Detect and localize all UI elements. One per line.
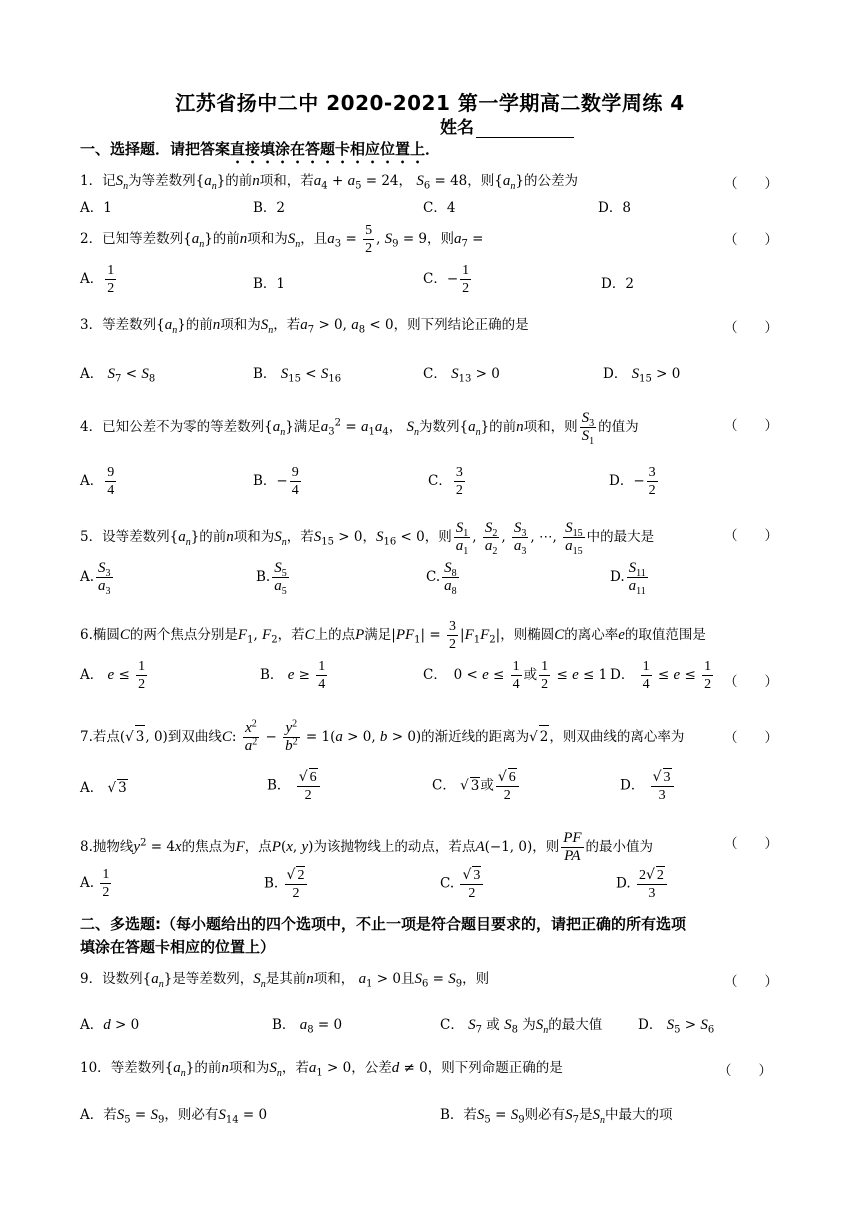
- answer-paren-9[interactable]: （ ）: [724, 974, 778, 990]
- answer-paren-2[interactable]: （ ）: [724, 232, 778, 248]
- q2-option-b[interactable]: B．1: [253, 276, 286, 292]
- section-2-heading-line-2: 填涂在答题卡相应的位置上）: [80, 938, 276, 956]
- answer-paren-6[interactable]: （ ）: [724, 674, 778, 690]
- q1-option-c[interactable]: C．4: [423, 200, 456, 216]
- q8-option-d[interactable]: D. $\frac{2√ 2}{3}$: [616, 866, 669, 902]
- question-4: 4．已知公差不为零的等差数列$\{a_n\}$满足$a_3^2 = a_1a_4$， $S_n$为数列$\{a_n\}$的前n项和，则 $\frac{S_3}{S_1}$ 的值为: [80, 410, 639, 447]
- q9-option-a[interactable]: A．d > 0: [80, 1017, 140, 1033]
- q1-option-b[interactable]: B．2: [253, 200, 286, 216]
- q2-option-d[interactable]: D．2: [601, 276, 634, 292]
- q2-option-c[interactable]: C．− $\frac{1}{2}$: [423, 263, 470, 296]
- q7-option-b[interactable]: B． $\frac{√ 6}{2}$: [267, 768, 322, 804]
- q3-option-b[interactable]: B． $S_{15} < S_{16}$: [253, 366, 342, 385]
- answer-paren-3[interactable]: （ ）: [724, 320, 778, 336]
- question-6: 6.椭圆C的两个焦点分别是$F_1$, $F_2$，若C上的点P满足$|PF_1|$ = $\frac{3}{2}$ $|F_1F_2|$，则椭圆C的离心率e的取值范围是: [80, 619, 706, 652]
- q4-option-a[interactable]: A． $\frac{9}{4}$: [80, 465, 115, 498]
- q6-option-a[interactable]: A． e ≤ $\frac{1}{2}$: [80, 659, 146, 692]
- answer-paren-5[interactable]: （ ）: [724, 528, 778, 544]
- q9-option-b[interactable]: B． $a_8 = 0$: [272, 1017, 343, 1036]
- q8-option-b[interactable]: B. $\frac{√ 2}{2}$: [264, 866, 309, 902]
- q9-option-c[interactable]: C． $S_7$ 或 $S_8$ 为$S_n$的最大值: [440, 1017, 603, 1036]
- q3-option-c[interactable]: C． $S_{13} > 0$: [423, 366, 500, 385]
- q4-option-d[interactable]: D．− $\frac{3}{2}$: [609, 465, 656, 498]
- name-blank[interactable]: [476, 121, 574, 138]
- q9-option-d[interactable]: D． $S_5 > S_6$: [638, 1017, 715, 1036]
- q5-option-b[interactable]: B. $\frac{S_5}{a_5}$: [256, 560, 287, 597]
- question-9: 9．设数列$\{a_n\}$是等差数列，$S_n$是其前n项和， $a_1 > 0$且$S_6 = S_9$，则: [80, 971, 490, 990]
- answer-paren-7[interactable]: （ ）: [724, 730, 778, 746]
- q2-option-a[interactable]: A． $\frac{1}{2}$: [80, 263, 115, 296]
- question-2: 2．已知等差数列$\{a_n\}$的前n项和为$S_n$，且$a_3$ = $\frac{5}{2}$ , $S_9 = 9$，则$a_7$ =: [80, 223, 484, 256]
- q7-option-d[interactable]: D． $\frac{√ 3}{3}$: [620, 768, 676, 804]
- q5-option-a[interactable]: A. $\frac{S_3}{a_3}$: [80, 560, 111, 597]
- question-10: 10．等差数列$\{a_n\}$的前n项和为$S_n$，若$a_1 > 0$，公差d ≠ 0，则下列命题正确的是: [80, 1060, 563, 1079]
- section-2-heading-line-1: 二、多选题:（每小题给出的四个选项中，不止一项是符合题目要求的，请把正确的所有选项: [80, 915, 687, 933]
- q3-option-a[interactable]: A． $S_7 < S_8$: [80, 366, 156, 385]
- answer-paren-1[interactable]: （ ）: [724, 176, 778, 192]
- section-1-heading: 一、选择题．请把答案直接填涂在答题卡相应位置上．: [80, 140, 441, 158]
- answer-paren-10[interactable]: （ ）: [718, 1063, 772, 1079]
- question-7: 7.若点(√ 3, 0)到双曲线C: $\frac{x^2}{a^2}$ − $\frac{y^2}{b^2}$ = 1(a > 0, b > 0)的渐近线的距离为√ 2，则双曲线的离心率为: [80, 718, 685, 754]
- q6-option-d[interactable]: D． $\frac{1}{4}$ ≤ e ≤ $\frac{1}{2}$: [610, 659, 712, 692]
- q7-option-a[interactable]: A． √ 3: [80, 780, 127, 796]
- q10-option-a[interactable]: A．若$S_5 = S_9$，则必有$S_{14} = 0$: [80, 1107, 268, 1126]
- q4-option-b[interactable]: B．− $\frac{9}{4}$: [253, 465, 299, 498]
- q8-option-a[interactable]: A. $\frac{1}{2}$: [80, 867, 110, 900]
- q4-option-c[interactable]: C． $\frac{3}{2}$: [428, 465, 463, 498]
- q5-option-c[interactable]: C. $\frac{S_8}{a_8}$: [426, 560, 457, 597]
- question-1: 1．记$S_n$为等差数列$\{a_n\}$的前n项和，若$a_4 + a_5 = 24$， $S_6 = 48$，则$\{a_n\}$的公差为: [80, 173, 578, 192]
- answer-paren-8[interactable]: （ ）: [724, 836, 778, 852]
- page-title: 江苏省扬中二中 2020-2021 第一学期高二数学周练 4: [175, 91, 685, 115]
- question-3: 3．等差数列$\{a_n\}$的前n项和为$S_n$，若$a_7 > 0$, $a_8 < 0$，则下列结论正确的是: [80, 317, 529, 336]
- q8-option-c[interactable]: C. $\frac{√ 3}{2}$: [440, 866, 485, 902]
- q1-option-a[interactable]: A．1: [80, 200, 112, 216]
- q6-option-c[interactable]: C． 0 < e ≤ $\frac{1}{4}$ 或 $\frac{1}{2}$ ≤ e ≤ 1: [423, 659, 608, 692]
- question-5: 5．设等差数列$\{a_n\}$的前n项和为$S_n$，若$S_{15} > 0$，$S_{16} < 0$，则 $\frac{S_1}{a_1}$ , $\frac{S_2}{a_2}$ , $\frac{S_3}{a_3}$ , ⋯, $\frac{S_{15}}{a_{15}}$ 中的最大是: [80, 520, 655, 557]
- name-field[interactable]: 姓名: [440, 113, 574, 138]
- q3-option-d[interactable]: D． $S_{15} > 0$: [603, 366, 681, 385]
- q10-option-b[interactable]: B．若$S_5 = S_9$则必有$S_7$是$S_n$中最大的项: [440, 1107, 673, 1126]
- q6-option-b[interactable]: B． e ≥ $\frac{1}{4}$: [260, 659, 326, 692]
- q7-option-c[interactable]: C． √ 3或 $\frac{√ 6}{2}$: [432, 768, 521, 804]
- question-8: 8.抛物线$y^2 = 4x$的焦点为F，点P(x, y)为该抛物线上的动点，若点A(−1, 0)，则 $\frac{PF}{PA}$ 的最小值为: [80, 830, 654, 864]
- q5-option-d[interactable]: D. $\frac{S_{11}}{a_{11}}$: [610, 560, 646, 597]
- answer-paren-4[interactable]: （ ）: [724, 418, 778, 434]
- q1-option-d[interactable]: D．8: [598, 200, 631, 216]
